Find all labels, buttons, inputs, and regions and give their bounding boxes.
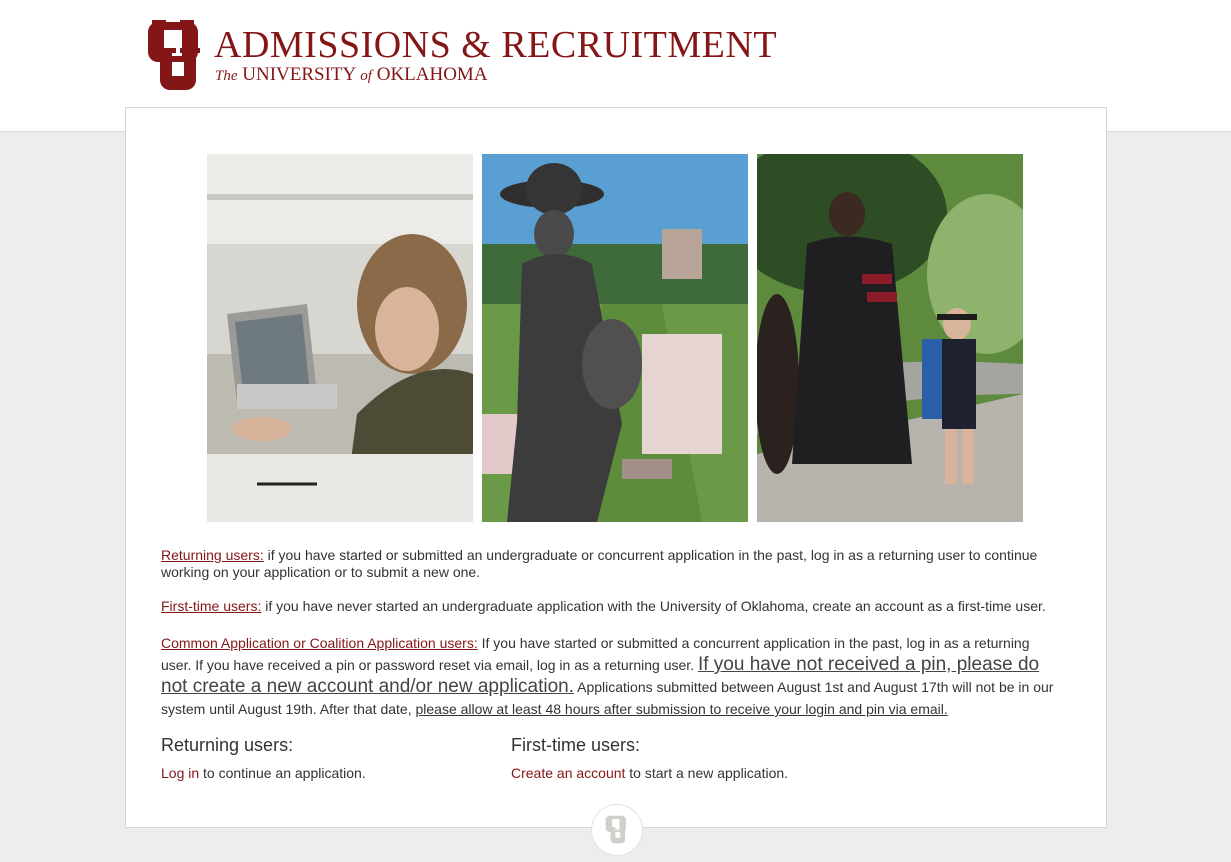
photo-graduation	[757, 154, 1023, 522]
create-account-line-text: to start a new application.	[625, 765, 789, 781]
brand-subtitle-the: The	[215, 68, 238, 84]
brand-subtitle-of: of	[360, 68, 372, 84]
login-link[interactable]: Log in	[161, 765, 200, 781]
firsttime-users-link[interactable]: First-time users:	[161, 598, 262, 614]
returning-users-heading: Returning users:	[161, 735, 294, 755]
ou-footer-logo-icon	[605, 815, 629, 845]
returning-users-link[interactable]: Returning users:	[161, 547, 264, 563]
ou-logo-icon[interactable]	[148, 20, 204, 94]
footer-badge	[591, 804, 643, 856]
login-pin-email-notice[interactable]: please allow at least 48 hours after submission to receive your login and pin via email.	[415, 701, 948, 717]
firsttime-info	[161, 598, 1061, 615]
login-line	[161, 765, 366, 781]
main-card	[125, 107, 1107, 828]
brand-subtitle	[215, 64, 488, 87]
common-app-text-1: If you have started or submitted a concurrent application in the past, log in as a returning user. If you have received a pin or password reset via email, log in as a returning user.	[161, 635, 1030, 673]
no-pin-warning-link[interactable]: If you have not received a pin, please do not create a new account and/or new application.	[161, 654, 1040, 697]
create-account-link[interactable]: Create an account	[511, 765, 626, 781]
common-app-users-link[interactable]: Common Application or Coalition Application users:	[161, 635, 478, 651]
login-line-text: to continue an application.	[199, 765, 366, 781]
firsttime-users-heading: First-time users:	[511, 735, 641, 755]
brand-title: ADMISSIONS & RECRUITMENT	[214, 24, 778, 66]
firsttime-info-text: if you have never started an undergraduate application with the University of Oklahoma, create an account as a first-time user.	[261, 598, 1046, 614]
brand-subtitle-university: UNIVERSITY	[242, 64, 356, 85]
returning-info-text: if you have started or submitted an undergraduate or concurrent application in the past, log in as a returning user to continue working on your application or to submit a new one.	[161, 547, 1038, 580]
create-account-line	[511, 765, 788, 781]
common-app-text-2: Applications submitted between August 1st and August 17th will not be in our system until August 19th. After that date,	[161, 679, 1054, 717]
returning-info	[161, 547, 1061, 581]
photo-student-laptop	[207, 154, 473, 522]
brand-subtitle-name: OKLAHOMA	[376, 64, 488, 85]
common-app-info	[161, 632, 1061, 720]
photo-statue-garden	[482, 154, 748, 522]
